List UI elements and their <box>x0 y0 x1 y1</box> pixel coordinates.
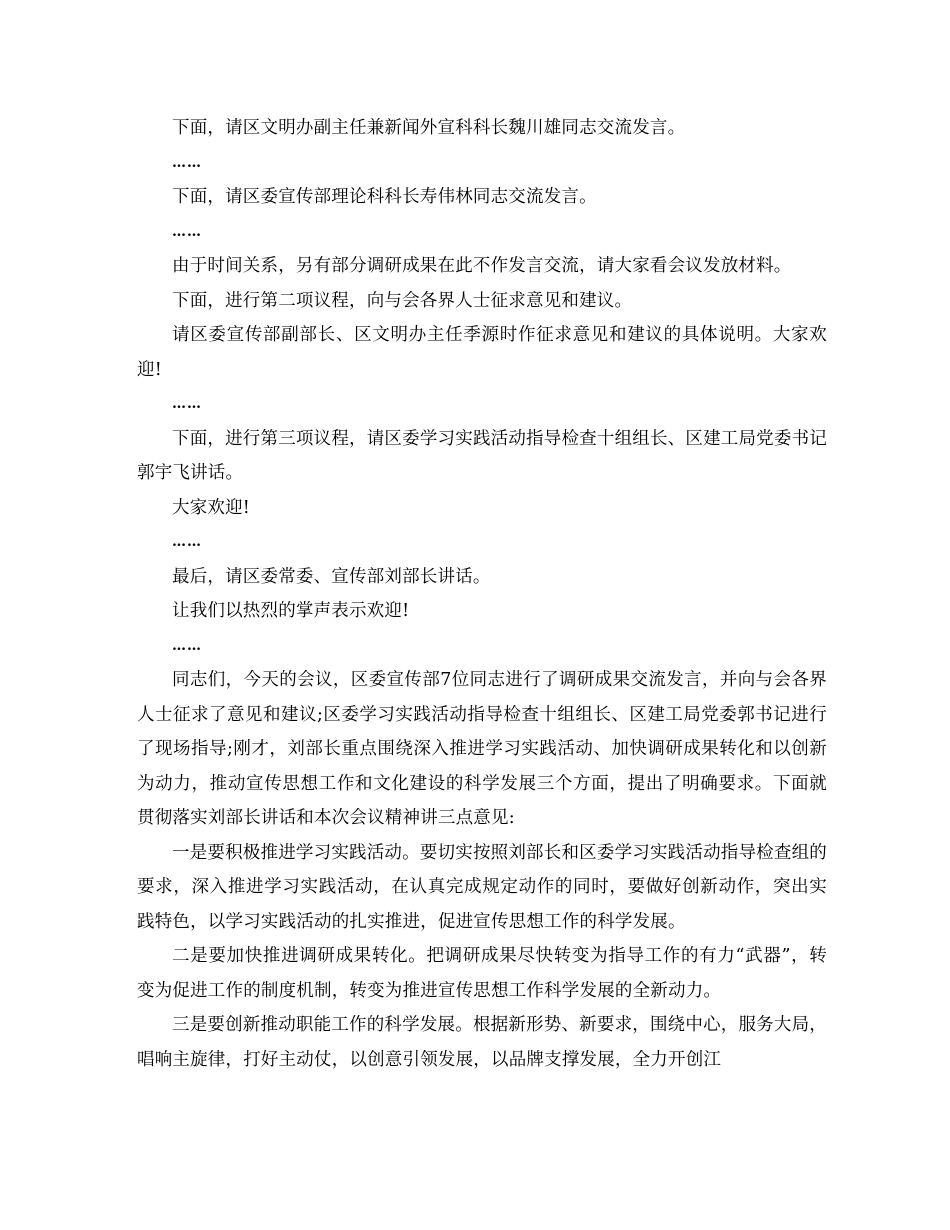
ellipsis-line: …… <box>172 396 202 412</box>
paragraph: 下面，请区文明办副主任兼新闻外宣科科长魏川雄同志交流发言。 <box>172 118 686 138</box>
paragraph: 一是要积极推进学习实践活动。要切实按照刘部长和区委学习实践活动指导检查组的要求，深入推进学习实践活动，在认真完成规定动作的同时，要做好创新动作，突出实践特色，以学习实践活动的扎实推进，促进宣传思想工作的科学发展。 <box>137 842 827 932</box>
document-page <box>137 111 827 1077</box>
ellipsis-line: …… <box>172 637 202 654</box>
paragraph: 下面，请区委宣传部理论科科长寿伟林同志交流发言。 <box>172 187 597 207</box>
paragraph: 由于时间关系，另有部分调研成果在此不作发言交流，请大家看会议发放材料。 <box>172 256 792 276</box>
paragraph: 下面，进行第三项议程，请区委学习实践活动指导检查十组组长、区建工局党委书记郭宇飞讲话。 <box>137 428 827 483</box>
paragraph: 最后，请区委常委、宣传部刘部长讲话。 <box>172 566 491 587</box>
paragraph: 二是要加快推进调研成果转化。把调研成果尽快转变为指导工作的有力“武器”，转变为促进工作的制度机制，转变为推进宣传思想工作科学发展的全新动力。 <box>137 946 827 1001</box>
paragraph: 让我们以热烈的掌声表示欢迎! <box>172 601 410 621</box>
paragraph: 请区委宣传部副部长、区文明办主任季源时作征求意见和建议的具体说明。大家欢迎! <box>137 325 827 380</box>
ellipsis-line: …… <box>172 534 202 550</box>
paragraph: 三是要创新推动职能工作的科学发展。根据新形势、新要求，围绕中心，服务大局，唱响主旋律，打好主动仗，以创意引领发展，以品牌支撑发展，全力开创江 <box>137 1015 827 1070</box>
paragraph: 下面，进行第二项议程，向与会各界人士征求意见和建议。 <box>172 290 633 311</box>
paragraph: 同志们，今天的会议，区委宣传部7位同志进行了调研成果交流发言，并向与会各界人士征求了意见和建议;区委学习实践活动指导检查十组组长、区建工局党委郭书记进行了现场指导;刚才，刘部长重点围绕深入推进学习实践活动、加快调研成果转化和以创新为动力，推动宣传思想工作和文化建设的科学发展三个方面，提出了明确要求。下面就贯彻落实刘部长讲话和本次会议精神讲三点意见: <box>137 670 827 828</box>
ellipsis-line: …… <box>172 154 202 171</box>
paragraph: 大家欢迎! <box>172 497 251 518</box>
ellipsis-line: …… <box>172 223 202 240</box>
